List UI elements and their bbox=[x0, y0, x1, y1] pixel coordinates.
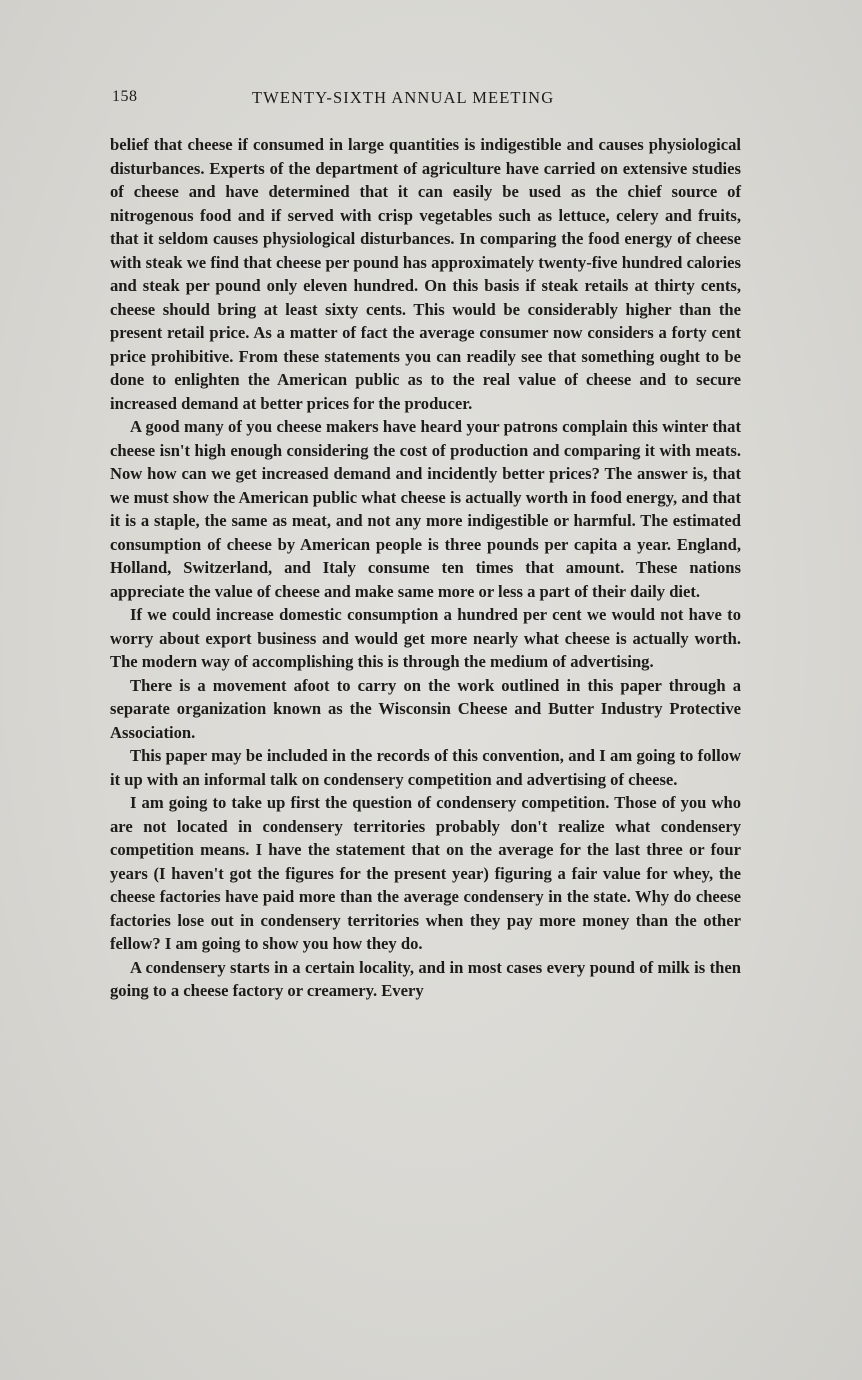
page-header bbox=[112, 88, 742, 116]
paragraph-1: belief that cheese if consumed in large quantities is indigestible and causes physiological disturbances. Experts of the department of agriculture have carried on extensive studies of cheese and have determined that it can easily be used as the chief source of nitrogenous food and if served with crisp vegetables such as lettuce, celery and fruits, that it seldom causes physiological disturbances. In comparing the food energy of cheese with steak we find that cheese per pound has approximately twenty-five hundred calories and steak per pound only eleven hundred. On this basis if steak retails at thirty cents, cheese should bring at least sixty cents. This would be considerably higher than the present retail price. As a matter of fact the average consumer now considers a forty cent price prohibitive. From these statements you can readily see that something ought to be done to enlighten the American public as to the real value of cheese and to secure increased demand at better prices for the producer. bbox=[110, 135, 741, 413]
paragraph-5: This paper may be included in the records of this convention, and I am going to follow it up with an informal talk on condensery competition and advertising of cheese. bbox=[110, 746, 741, 789]
running-head: TWENTY-SIXTH ANNUAL MEETING bbox=[252, 88, 555, 107]
body-text bbox=[110, 133, 741, 1003]
paragraph-4: There is a movement afoot to carry on the work outlined in this paper through a separate organization known as the Wisconsin Cheese and Butter Industry Protective Association. bbox=[110, 675, 741, 742]
paragraph-2: A good many of you cheese makers have heard your patrons complain this winter that cheese isn't high enough considering the cost of production and comparing it with meats. Now how can we get increased demand and incidently better prices? The answer is, that we must show the American public what cheese is actually worth in food energy, and that it is a staple, the same as meat, and not any more indigestible or harmful. The estimated consumption of cheese by American people is three pounds per capita a year. England, Holland, Switzerland, and Italy consume ten times that amount. These nations appreciate the value of cheese and make same more or less a part of their daily diet. bbox=[110, 417, 741, 601]
paragraph-7: A condensery starts in a certain locality, and in most cases every pound of milk is then going to a cheese factory or creamery. Every bbox=[110, 957, 741, 1000]
paragraph-3: If we could increase domestic consumption a hundred per cent we would not have to worry about export business and would get more nearly what cheese is actually worth. The modern way of accomplishing this is through the medium of advertising. bbox=[110, 605, 741, 671]
paragraph-6: I am going to take up first the question of condensery competition. Those of you who are not located in condensery territories probably don't realize what condensery competition means. I have the statement that on the average for the last three or four years (I haven't got the figures for the present year) figuring a fair value for whey, the cheese factories have paid more than the average condensery in the state. Why do cheese factories lose out in condensery territories when they pay more money than the other fellow? I am going to show you how they do. bbox=[110, 793, 741, 953]
page-number: 158 bbox=[112, 88, 138, 105]
